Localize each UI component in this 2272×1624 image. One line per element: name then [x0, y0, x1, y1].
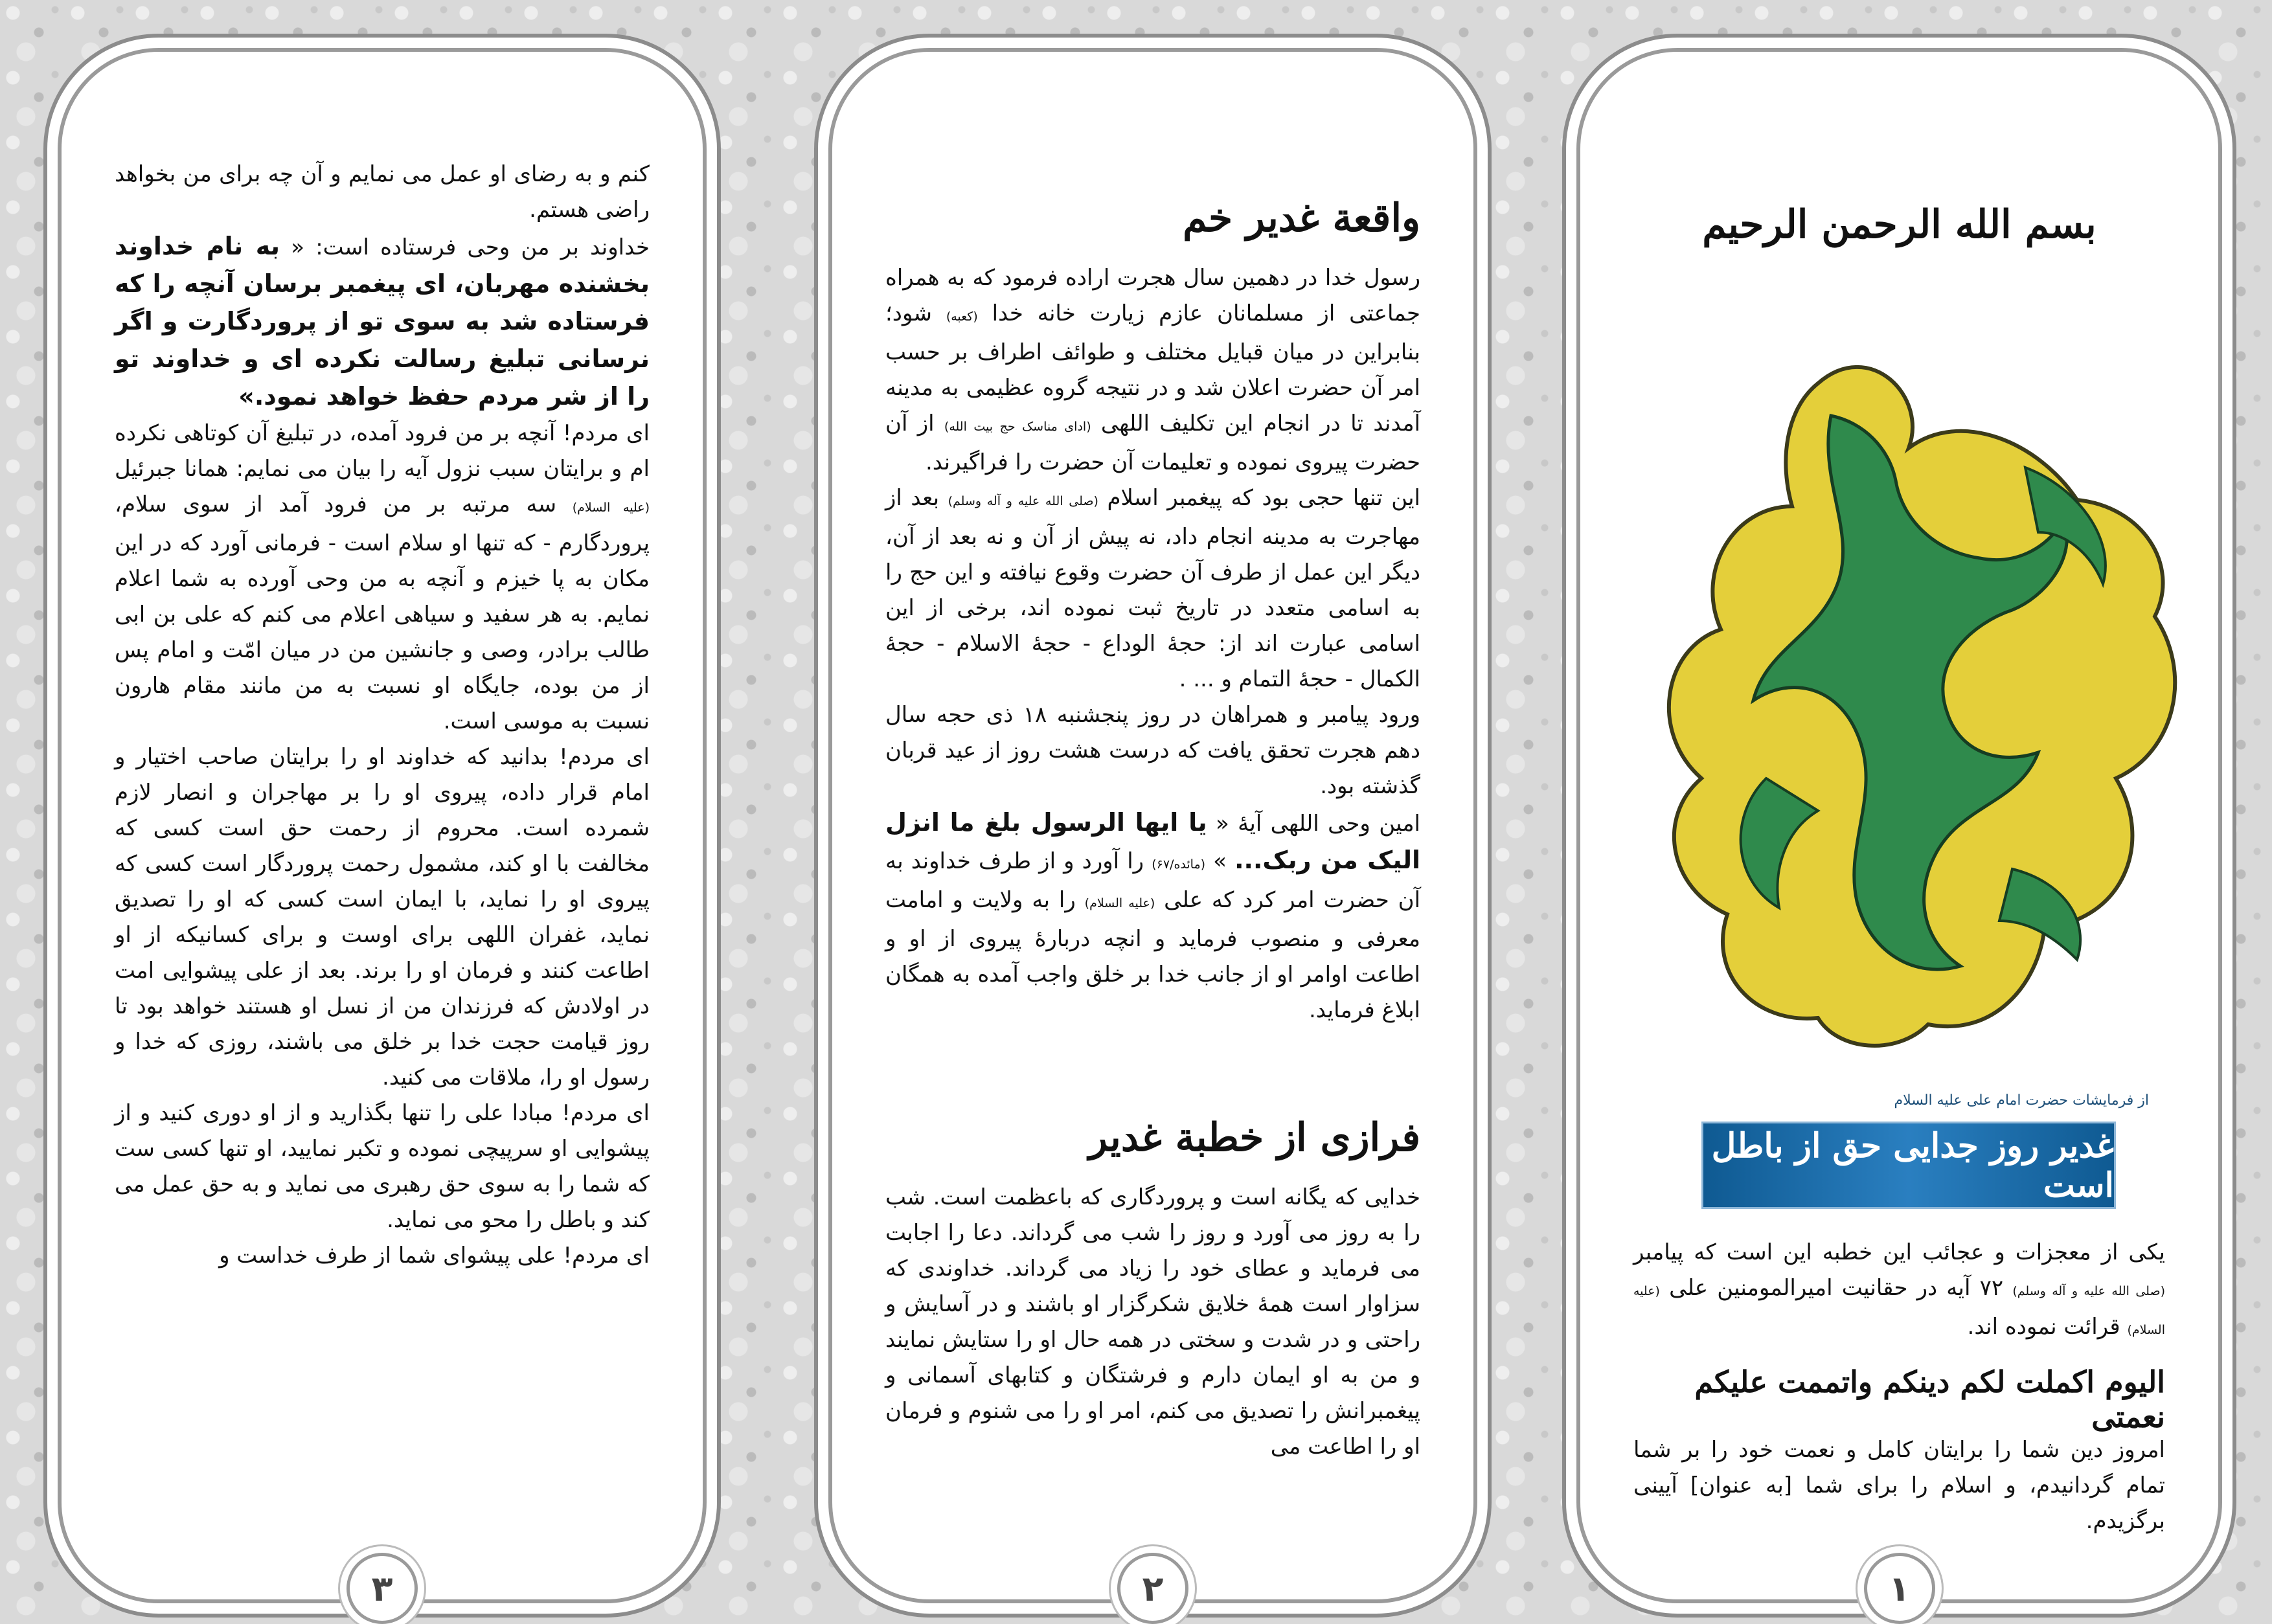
panel-2-text-top	[885, 260, 1420, 1028]
panel-1-text-bottom	[1633, 1432, 2165, 1539]
paragraph	[885, 260, 1420, 480]
paragraph-intro: خداوند بر من وحی فرستاده است: «	[291, 234, 650, 260]
paragraph: خدایی که یگانه است و پروردگاری که باعظمت است. شب را به روز می آورد و روز را شب می گرداند. دعا را اجابت می فرماید و عطای خود را زیاد می گرداند. خداوندی که سزاوار است همهٔ خلایق شکرگزار او باشند و در آسایش و راحتی و در شدت و سختی در همه حال او را ستایش نمایند و من به او ایمان دارم و فرشتگان و کتابهای آسمانی و پیغمبرانش را تصدیق می کنم، امر او را می شنوم و فرمان او را اطاعت می	[885, 1184, 1420, 1460]
text-run: یکی از معجزات و عجائب این خطبه این است که پیامبر	[1633, 1239, 2165, 1265]
page-panel-1	[1580, 52, 2218, 1609]
page-number-badge: ۲	[1117, 1553, 1188, 1624]
paragraph	[115, 416, 650, 739]
text-run: رسول خدا در دهمین سال هجرت اراده فرمود که به همراه جماعتی از مسلمانان عازم زیارت خانه خدا	[885, 265, 1420, 326]
panel-1-text-top	[1633, 1235, 2165, 1348]
page-number-badge: ۳	[346, 1553, 418, 1624]
text-run: بعد از مهاجرت به مدینه انجام داد، نه پیش از آن و نه بعد از آن، دیگر این عمل از طرف آن حضرت وقوع نیافته و این حج را به اسامی متعدد در تاریخ ثبت نموده اند، برخی از این اسامی عبارت اند از: حجهٔ الوداع - حجهٔ الاسلام - حجهٔ الکمال - حجهٔ التمام و ... .	[885, 485, 1420, 692]
page-panel-2	[832, 52, 1473, 1609]
text-run: از آن حضرت پیروی نموده و تعلیمات آن حضرت را فراگیرند.	[885, 411, 1420, 475]
bismillah-heading: بسم الله الرحمن الرحیم	[1702, 202, 2096, 247]
paragraph: ای مردم! بدانید که خداوند او را برایتان صاحب اختیار و امام قرار داده، پیروی او را بر مهاجران و انصار لازم شمرده است. محروم از رحمت حق است کسی که مخالفت با او کند، مشمول رحمت پروردگار است کسی که پیروی او را نماید، با ایمان است کسی که او را تصدیق نماید، غفران اللهی برای اوست و برای کسانیکه از او اطاعت کنند و فرمان او را برند. بعد از علی پیشوایی امت در اولادش که فرزندان من از نسل او هستند خواهد بود تا روز قیامت حجت خدا بر خلق می باشند، روزی که خدا و رسول او را، ملاقات می کنید.	[115, 744, 650, 1090]
quoted-verse: به نام خداوند بخشنده مهربان، ای پیغمبر برسان آنچه را که فرستاده شد به سوی تو از پروردگارت و اگر نرسانی تبلیغ رسالت نکرده ای و خداوند تو را از شر مردم حفظ خواهد نمود.»	[115, 232, 650, 411]
annotation: (مائده/۶۷)	[1152, 857, 1206, 872]
text-run: سه مرتبه بر من فرود آمد از سوی سلام، پروردگارم - که تنها او سلام است - فرمانی آورد که در این مکان به پا خیزم و آنچه به من وحی آورده به شما اعلام نمایم. به هر سفید و سیاهی اعلام می کنم که علی بن ابی طالب برادر، وصی و جانشین من در میان امّت و امام پس از من بوده، جایگاه او نسبت به من مانند مقام هارون نسبت به موسی است.	[115, 491, 650, 734]
text-run: »	[1205, 848, 1227, 874]
section-heading: واقعة غدیر خم	[1183, 196, 1420, 241]
section-heading: فرازی از خطبة غدیر	[1089, 1115, 1420, 1160]
paragraph: ای مردم! علی پیشوای شما از طرف خداست و	[219, 1243, 650, 1269]
paragraph: ای مردم! مبادا علی را تنها بگذارید و از او دوری کنید و از پیشوایی او سرپیچی نموده و تکبر نمایید، او تنها کسی ست که شما را به سوی حق رهبری می نماید و به حق عمل می کند و باطل را محو می نماید.	[115, 1100, 650, 1233]
text-run: را آورد و از طرف خداوند به آن حضرت امر کرد که علی	[885, 848, 1421, 913]
paragraph	[885, 480, 1420, 697]
annotation: (کعبه)	[946, 310, 978, 324]
paragraph: ورود پیامبر و همراهان در روز پنجشنبه ۱۸ ذی حجه سال دهم هجرت تحقق یافت که درست هشت روز از عید قربان گذشته بود.	[885, 702, 1420, 799]
honorific: (علیه السلام)	[572, 501, 650, 515]
quoted-verse: یا ایها الرسول بلغ ما انزل الیک من ربک...	[885, 808, 1420, 874]
text-run: امین وحی اللهی آیهٔ «	[1207, 811, 1420, 837]
quote-banner: غدیر روز جدایی حق از باطل است	[1701, 1122, 2116, 1209]
paragraph: کنم و به رضای او عمل می نمایم و آن چه برای من بخواهد راضی هستم.	[115, 161, 650, 223]
ali-calligraphy-emblem-icon	[1624, 338, 2200, 1070]
honorific: (علیه السلام)	[1633, 1284, 2165, 1337]
panel-2-text-bottom	[885, 1180, 1420, 1465]
text-run: ۷۲ آیه در حقانیت امیرالمومنین علی	[1669, 1275, 2004, 1301]
honorific: (علیه السلام)	[1084, 896, 1155, 910]
page-panel-3	[62, 52, 703, 1609]
quranic-verse-heading: الیوم اکملت لکم دینکم واتممت علیکم نعمتی	[1694, 1364, 2165, 1434]
page-number-badge: ۱	[1864, 1553, 1935, 1624]
paragraph	[115, 228, 650, 416]
annotation: (ادای مناسک حج بیت الله)	[944, 420, 1091, 434]
text-run: شود؛ بنابراین در میان قبایل مختلف و طوائف اطراف بر حسب امر آن حضرت اعلان شد و در نتیجه گروه عظیمی به مدینه آمدند تا در انجام این تکلیف اللهی	[885, 300, 1421, 436]
paragraph: امروز دین شما را برایتان کامل و نعمت خود را بر شما تمام گردانیدم، و اسلام را برای شما [به عنوان] آیینی برگزیدم.	[1633, 1437, 2165, 1534]
honorific: (صلی الله علیه و آله وسلم)	[948, 494, 1098, 508]
honorific: (صلی الله علیه و آله وسلم)	[2012, 1284, 2166, 1298]
panel-3-text	[115, 157, 650, 1274]
text-run: این تنها حجی بود که پیغمبر اسلام	[1098, 485, 1420, 511]
paragraph	[1633, 1235, 2165, 1348]
banner-caption: از فرمایشات حضرت امام علی علیه السلام	[1894, 1092, 2149, 1109]
text-run: را به ولایت و امامت معرفی و منصوب فرماید و انچه دربارهٔ پیروی از او و اطاعت اوامر او از جانب خدا بر خلق واجب آمده به همگان ابلاغ فرماید.	[885, 887, 1420, 1023]
paragraph	[885, 804, 1420, 1028]
text-run: قرائت نموده اند.	[1967, 1314, 2120, 1340]
text-run: ای مردم! آنچه بر من فرود آمده، در تبلیغ آن کوتاهی نکرده ام و برایتان سبب نزول آیه را بیان می نمایم: همانا جبرئیل	[115, 420, 650, 482]
